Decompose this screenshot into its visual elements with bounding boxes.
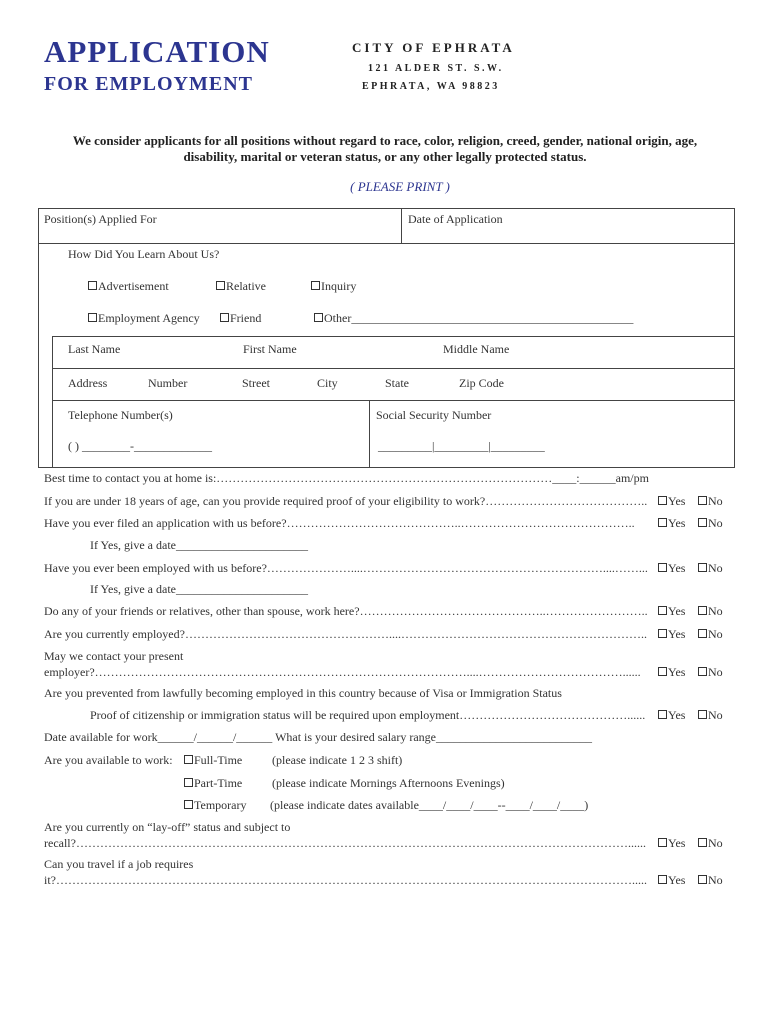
filed-before-question: Have you ever filed an application with us before?……………………………………..…………………………………….. — [44, 516, 635, 530]
org-name: CITY OF EPHRATA — [352, 40, 515, 55]
middle-name-label[interactable]: Middle Name — [443, 342, 510, 356]
may-contact-question-line2: employer?…………………………………………………………………………………....………………………………...... — [44, 665, 641, 679]
ssn-field[interactable]: _________|_________|_________ — [378, 439, 545, 453]
checkbox-icon[interactable] — [184, 778, 193, 787]
friends-relatives-question: Do any of your friends or relatives, other than spouse, work here?………………………………………..…………………….. — [44, 604, 648, 618]
other-option[interactable]: Other_______________________________________________ — [314, 311, 633, 326]
zip-label: Zip Code — [459, 376, 504, 390]
advertisement-option[interactable]: Advertisement — [88, 279, 169, 294]
under18-yes[interactable]: Yes — [658, 494, 685, 509]
layoff-no[interactable]: No — [698, 836, 723, 851]
full-time-note: (please indicate 1 2 3 shift) — [272, 753, 403, 767]
form-title-line2: FOR EMPLOYMENT — [44, 73, 253, 95]
layoff-question-line2: recall?…………………………………………………………………………………………………………………………...... — [44, 836, 646, 850]
telephone-label: Telephone Number(s) — [68, 408, 173, 422]
layoff-yes[interactable]: Yes — [658, 836, 685, 851]
currently-employed-yes[interactable]: Yes — [658, 627, 685, 642]
employment-agency-option[interactable]: Employment Agency — [88, 311, 200, 326]
org-citystate: EPHRATA, WA 98823 — [362, 81, 500, 92]
checkbox-icon[interactable] — [698, 667, 707, 676]
relative-option[interactable]: Relative — [216, 279, 266, 294]
checkbox-icon[interactable] — [658, 563, 667, 572]
under18-no[interactable]: No — [698, 494, 723, 509]
checkbox-icon[interactable] — [658, 629, 667, 638]
date-of-application-label[interactable]: Date of Application — [408, 212, 503, 226]
divider — [52, 400, 734, 401]
checkbox-icon[interactable] — [88, 313, 97, 322]
checkbox-icon[interactable] — [658, 606, 667, 615]
available-to-work-label: Are you available to work: — [44, 753, 173, 767]
travel-question-line2: it?………………………………………………………………………………………………………………………………..... — [44, 873, 647, 887]
checkbox-icon[interactable] — [698, 496, 707, 505]
last-name-label[interactable]: Last Name — [68, 342, 121, 356]
checkbox-icon[interactable] — [658, 496, 667, 505]
checkbox-icon[interactable] — [311, 281, 320, 290]
number-label: Number — [148, 376, 188, 390]
city-label: City — [317, 376, 338, 390]
divider — [52, 368, 734, 369]
part-time-option[interactable]: Part-Time — [184, 776, 242, 791]
checkbox-icon[interactable] — [698, 518, 707, 527]
please-print: ( PLEASE PRINT ) — [350, 179, 450, 194]
inquiry-option[interactable]: Inquiry — [311, 279, 356, 294]
temporary-option[interactable]: Temporary — [184, 798, 246, 813]
checkbox-icon[interactable] — [216, 281, 225, 290]
divider — [52, 336, 734, 337]
checkbox-icon[interactable] — [314, 313, 323, 322]
may-contact-yes[interactable]: Yes — [658, 665, 685, 680]
checkbox-icon[interactable] — [698, 606, 707, 615]
checkbox-icon[interactable] — [658, 875, 667, 884]
checkbox-icon[interactable] — [88, 281, 97, 290]
checkbox-icon[interactable] — [658, 667, 667, 676]
prevented-no[interactable]: No — [698, 708, 723, 723]
checkbox-icon[interactable] — [658, 518, 667, 527]
travel-yes[interactable]: Yes — [658, 873, 685, 888]
telephone-field[interactable]: ( ) ________-_____________ — [68, 439, 212, 453]
friends-relatives-yes[interactable]: Yes — [658, 604, 685, 619]
friends-relatives-no[interactable]: No — [698, 604, 723, 619]
checkbox-icon[interactable] — [184, 800, 193, 809]
checkbox-icon[interactable] — [698, 875, 707, 884]
filed-before-no[interactable]: No — [698, 516, 723, 531]
part-time-note: (please indicate Mornings Afternoons Evenings) — [272, 776, 505, 790]
eeo-notice-line2: disability, marital or veteran status, or any other legally protected status. — [183, 149, 587, 164]
filed-before-yes[interactable]: Yes — [658, 516, 685, 531]
divider — [401, 208, 402, 244]
may-contact-no[interactable]: No — [698, 665, 723, 680]
employed-before-yes[interactable]: Yes — [658, 561, 685, 576]
may-contact-question-line1: May we contact your present — [44, 649, 184, 663]
checkbox-icon[interactable] — [698, 629, 707, 638]
currently-employed-no[interactable]: No — [698, 627, 723, 642]
prevented-question: Are you prevented from lawfully becoming employed in this country because of Visa or Immigration Status — [44, 686, 562, 700]
checkbox-icon[interactable] — [184, 755, 193, 764]
form-title-line1: APPLICATION — [44, 34, 270, 69]
how-learn-label: How Did You Learn About Us? — [68, 247, 220, 261]
divider — [369, 400, 370, 467]
street-label: Street — [242, 376, 270, 390]
checkbox-icon[interactable] — [658, 710, 667, 719]
currently-employed-question: Are you currently employed?……………………………………………....…………………………………………………….. — [44, 627, 647, 641]
proof-note: Proof of citizenship or immigration status will be required upon employment……………………………………...... — [90, 708, 646, 722]
layoff-question-line1: Are you currently on “lay-off” status and subject to — [44, 820, 291, 834]
position-label[interactable]: Position(s) Applied For — [44, 212, 157, 226]
divider — [52, 336, 53, 467]
employed-before-question: Have you ever been employed with us before?…………………....……………………………………………………....……... — [44, 561, 648, 575]
travel-no[interactable]: No — [698, 873, 723, 888]
travel-question-line1: Can you travel if a job requires — [44, 857, 194, 871]
prevented-yes[interactable]: Yes — [658, 708, 685, 723]
checkbox-icon[interactable] — [698, 710, 707, 719]
eeo-notice-line1: We consider applicants for all positions without regard to race, color, religion, creed, gender, national origin, age, — [72, 133, 698, 148]
friend-option[interactable]: Friend — [220, 311, 261, 326]
employed-date-field[interactable]: If Yes, give a date______________________ — [90, 582, 308, 596]
first-name-label[interactable]: First Name — [243, 342, 297, 356]
date-available-salary-field[interactable]: Date available for work______/______/______ What is your desired salary range__________________________ — [44, 730, 593, 744]
checkbox-icon[interactable] — [220, 313, 229, 322]
employed-before-no[interactable]: No — [698, 561, 723, 576]
best-time-question[interactable]: Best time to contact you at home is:…………………………………………………………………………____:______am/pm — [44, 471, 649, 485]
checkbox-icon[interactable] — [658, 838, 667, 847]
address-label[interactable]: Address — [68, 376, 108, 390]
checkbox-icon[interactable] — [698, 838, 707, 847]
ssn-label: Social Security Number — [376, 408, 492, 422]
state-label: State — [385, 376, 409, 390]
divider — [38, 243, 734, 244]
temporary-note[interactable]: (please indicate dates available____/____/____--____/____/____) — [270, 798, 589, 812]
full-time-option[interactable]: Full-Time — [184, 753, 242, 768]
checkbox-icon[interactable] — [698, 563, 707, 572]
org-street: 121 ALDER ST. S.W. — [368, 63, 504, 74]
under18-question: If you are under 18 years of age, can you provide required proof of your eligibility to work?………………………………….. — [44, 494, 648, 508]
filed-date-field[interactable]: If Yes, give a date______________________ — [90, 538, 308, 552]
